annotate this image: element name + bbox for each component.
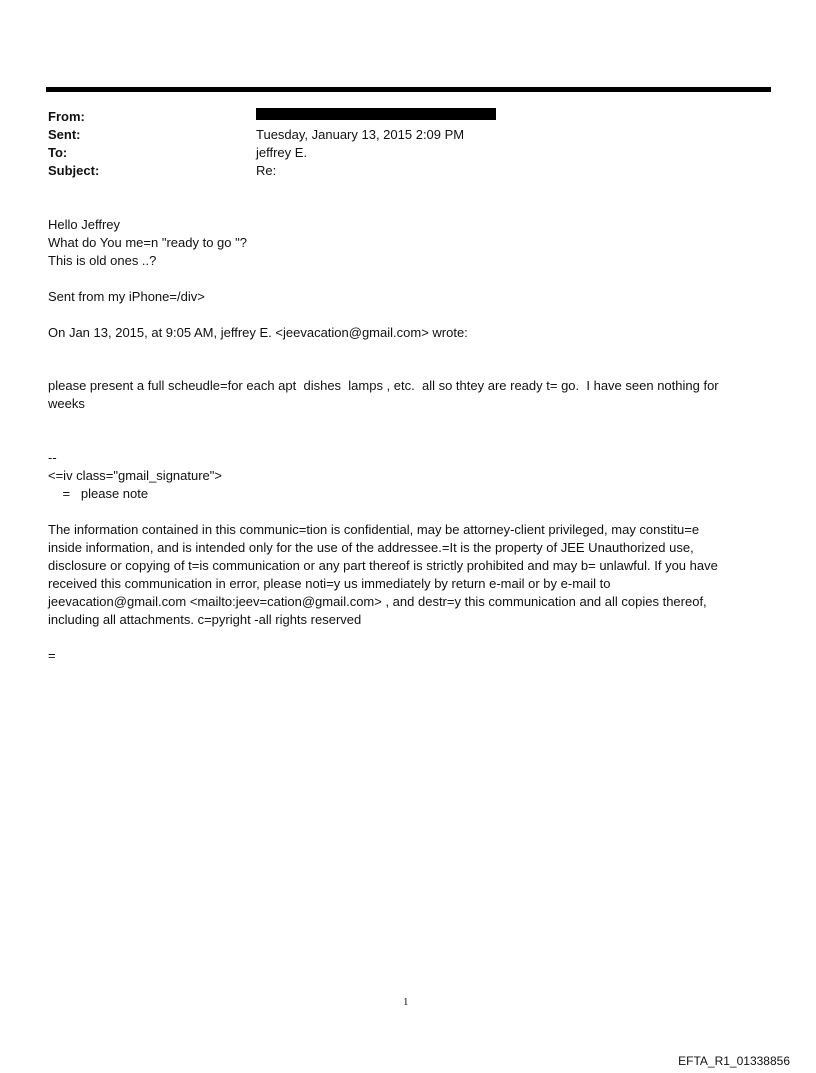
- disclaimer-line: received this communication in error, please noti=y us immediately by return e-mail or by e-mail to: [48, 576, 611, 591]
- body-line: Sent from my iPhone=/div>: [48, 289, 205, 304]
- subject-value: Re:: [256, 163, 277, 178]
- body-line: Hello Jeffrey: [48, 217, 121, 232]
- signature-separator: --: [48, 450, 57, 465]
- quoted-body-line: weeks: [48, 396, 85, 411]
- subject-label: Subject:: [48, 163, 100, 178]
- body-line: This is old ones ..?: [48, 253, 157, 268]
- disclaimer-line: including all attachments. c=pyright -all rights reserved: [48, 612, 362, 627]
- from-label: From:: [48, 109, 85, 124]
- disclaimer-line: jeevacation@gmail.com <mailto:jeev=cation@gmail.com> , and destr=y this communication and all copies thereof,: [48, 594, 707, 609]
- trailing-equals: =: [48, 648, 56, 663]
- sent-label: Sent:: [48, 127, 81, 142]
- sent-value: Tuesday, January 13, 2015 2:09 PM: [256, 127, 465, 142]
- bates-number: EFTA_R1_01338856: [678, 1054, 790, 1068]
- disclaimer-line: The information contained in this communic=tion is confidential, may be attorney-client privileged, may constitu=e: [48, 522, 700, 537]
- signature-line: <=iv class="gmail_signature">: [48, 468, 222, 483]
- quoted-body-line: please present a full scheudle=for each apt dishes lamps , etc. all so thtey are ready t= go. I have seen nothing for: [48, 378, 719, 393]
- signature-line: = please note: [48, 486, 149, 501]
- disclaimer-line: inside information, and is intended only for the use of the addressee.=It is the property of JEE Unauthorized use,: [48, 540, 694, 555]
- header-rule: [46, 87, 771, 92]
- body-line: What do You me=n "ready to go "?: [48, 235, 247, 250]
- disclaimer-line: disclosure or copying of t=is communication or any part thereof is strictly prohibited and may b= unlawful. If you have: [48, 558, 718, 573]
- redacted-sender: [256, 108, 496, 120]
- quoted-header-line: On Jan 13, 2015, at 9:05 AM, jeffrey E. <jeevacation@gmail.com> wrote:: [48, 325, 468, 340]
- to-value: jeffrey E.: [256, 145, 308, 160]
- page-number: 1: [403, 996, 409, 1008]
- to-label: To:: [48, 145, 68, 160]
